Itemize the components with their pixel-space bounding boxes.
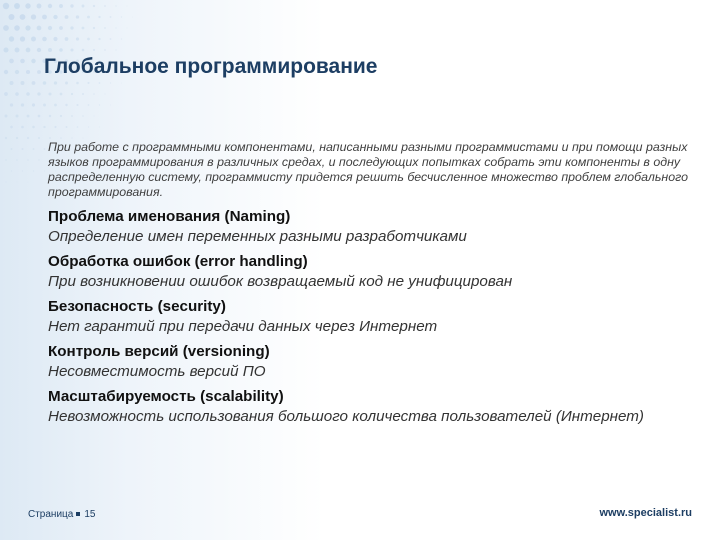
section-heading: Безопасность (security) <box>48 298 226 315</box>
section-text: Определение имен переменных разными разработчиками <box>48 228 467 245</box>
section-heading: Масштабируемость (scalability) <box>48 388 284 405</box>
section-text: Невозможность использования большого количества пользователей (Интернет) <box>48 408 644 425</box>
section-security <box>48 296 688 337</box>
section-text: При возникновении ошибок возвращаемый код не унифицирован <box>48 273 513 290</box>
page-indicator <box>28 509 95 520</box>
slide-title: Глобальное программирование <box>44 55 378 78</box>
section-error-handling <box>48 251 688 292</box>
section-heading: Проблема именования (Naming) <box>48 208 291 225</box>
section-text: Нет гарантий при передачи данных через Интернет <box>48 318 438 335</box>
page-label: Страница <box>28 509 74 520</box>
section-text: Несовместимость версий ПО <box>48 363 266 380</box>
section-heading: Обработка ошибок (error handling) <box>48 253 308 270</box>
bullet-icon <box>76 512 80 516</box>
section-heading: Контроль версий (versioning) <box>48 343 270 360</box>
website-link[interactable]: www.specialist.ru <box>599 507 692 519</box>
intro-paragraph: При работе с программными компонентами, написанными разными программистами и при помощи разных языков программирования в различных средах, и последующих попытках собрать эти компоненты в одну распределенную систему, программисту придется решить бесчисленное множество проблем глобального программирования. <box>48 140 688 199</box>
page-number: 15 <box>84 509 96 520</box>
section-naming <box>48 206 688 247</box>
problem-list <box>48 206 688 431</box>
section-scalability <box>48 386 688 427</box>
section-versioning <box>48 341 688 382</box>
